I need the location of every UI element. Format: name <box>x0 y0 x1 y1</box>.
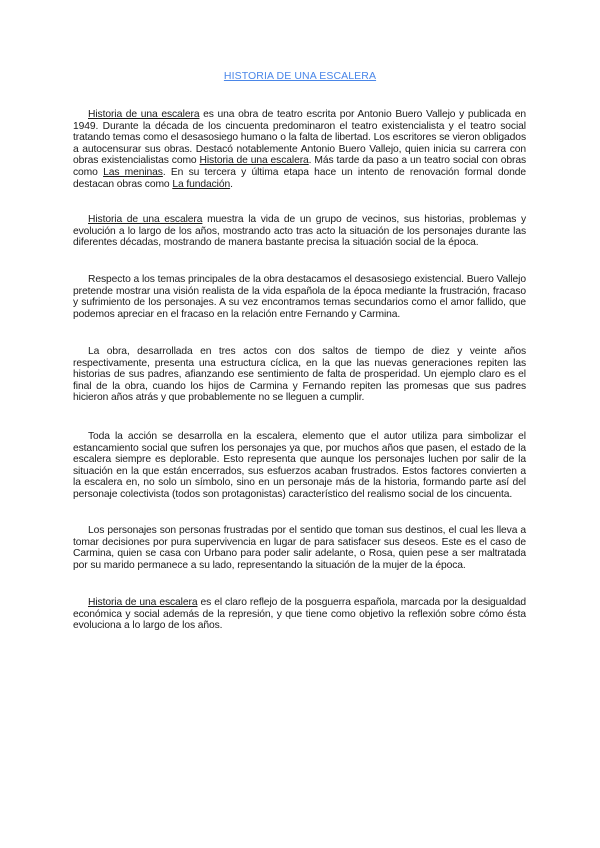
paragraph-structure: La obra, desarrollada en tres actos con dos saltos de tiempo de diez y veinte años respectivamente, presenta una estructura cíclica, en la que las nuevas generaciones repiten las historias de sus padres, afianzando ese sentimiento de falta de prosperidad. Un ejemplo claro es el final de la obra, cuando los hijos de Carmina y Fernando repiten las promesas que sus padres hicieron años atrás y que probablemente no se lleguen a cumplir. <box>73 346 526 404</box>
work-title-link: Historia de una escalera <box>88 597 198 608</box>
paragraph-setting: Toda la acción se desarrolla en la escalera, elemento que el autor utiliza para simbolizar el estancamiento social que sufren los personajes ya que, por muchos años que pasen, el estado de la escalera siempre es deplorable. Esto representa que aunque los personajes luchen por salir de la situación en la que están encerrados, sus esfuerzos acaban frustrados. Estos factores convierten a la escalera en, no solo un símbolo, sino en un personaje más de la historia, formando parte así del personaje colectivista (todos son protagonistas) característico del realismo social de los cincuenta. <box>73 431 526 500</box>
work-title-la-fundacion: La fundación <box>172 178 231 190</box>
work-title-las-meninas: Las meninas <box>103 166 163 178</box>
page-title: HISTORIA DE UNA ESCALERA <box>223 70 377 82</box>
paragraph-text: muestra la vida de un grupo de vecinos, sus historias, problemas y evolución a lo largo de los años, mostrando acto tras acto la situación de los personajes durante las diferentes décadas, mostrando de manera bastante precisa la situación social de la época. <box>73 214 527 249</box>
work-title-link: Historia de una escalera <box>88 109 200 120</box>
paragraph-conclusion <box>73 597 526 632</box>
paragraph-themes: Respecto a los temas principales de la obra destacamos el desasosiego existencial. Buero Vallejo pretende mostrar una visión realista de la vida española de la época mediante la frustración, fracaso y sufrimiento de los personajes. A su vez encontramos temas secundarios como el amor fallido, que podemos apreciar en el fracaso en la relación entre Fernando y Carmina. <box>73 274 526 320</box>
paragraph-summary <box>73 214 526 249</box>
work-title-link: Historia de una escalera <box>88 214 203 225</box>
paragraph-text: . Más tarde da paso a un teatro social con obras como <box>73 155 526 178</box>
work-title-link: Historia de una escalera <box>199 155 309 167</box>
paragraph-text: . <box>230 178 233 190</box>
paragraph-text: es el claro reflejo de la posguerra española, marcada por la desigualdad económica y social además de la represión, y que tiene como objetivo la reflexión sobre cómo ésta evoluciona a lo largo de los años. <box>73 597 526 632</box>
paragraph-text: . En su tercera y última etapa hace un intento de renovación formal donde destacan obras como <box>73 166 526 190</box>
paragraph-characters: Los personajes son personas frustradas por el sentido que toman sus destinos, el cual les lleva a tomar decisiones por pura supervivencia en lugar de para satisfacer sus deseos. Este es el caso de Carmina, quien se casa con Urbano para poder salir adelante, o Rosa, quien pese a ser maltratada por su marido permanece a su lado, representando la situación de la mujer de la época. <box>73 525 526 571</box>
paragraph-intro <box>73 109 526 190</box>
paragraph-text: es una obra de teatro escrita por Antonio Buero Vallejo y publicada en 1949. Durante la década de los cincuenta predominaron el teatro existencialista y el teatro social tratando temas como el desasosiego humano o la falta de libertad. Los escritores se vieron obligados a autocensurar sus obras. Destacó notablemente Antonio Buero Vallejo, quien inicia su carrera con obras existencialistas como <box>73 109 527 167</box>
